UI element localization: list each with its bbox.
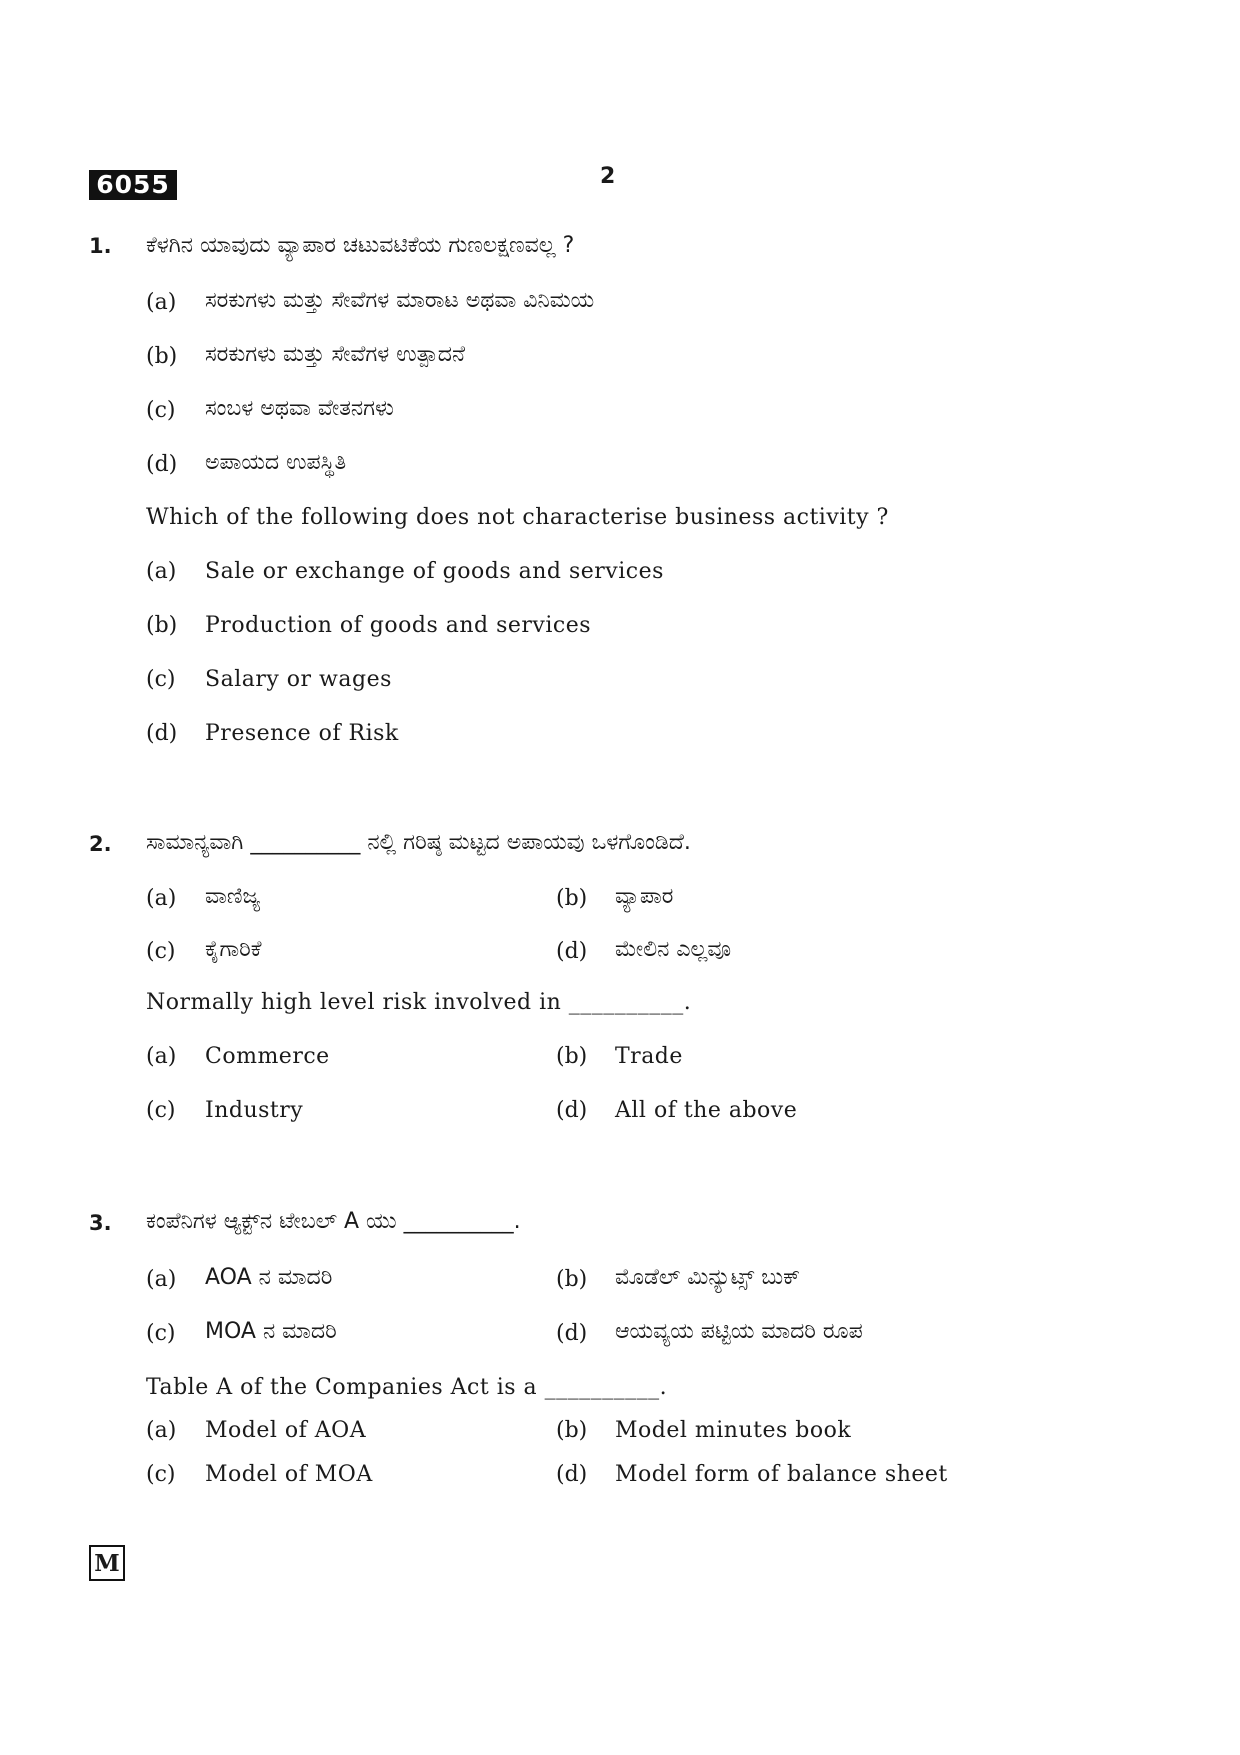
- q1-kn-option-b: ಸರಕುಗಳು ಮತ್ತು ಸೇವೆಗಳ ಉತ್ಪಾದನೆ: [205, 342, 466, 367]
- q2-kn-option-a-label: (a): [146, 886, 177, 911]
- question-1-number: 1.: [89, 234, 112, 258]
- q1-en-option-d-label: (d): [146, 721, 178, 746]
- q1-kn-option-a: ಸರಕುಗಳು ಮತ್ತು ಸೇವೆಗಳ ಮಾರಾಟ ಅಥವಾ ವಿನಿಮಯ: [205, 288, 595, 313]
- q3-kn-option-d: ಆಯವ್ಯಯ ಪಟ್ಟಿಯ ಮಾದರಿ ರೂಪ: [615, 1319, 863, 1344]
- q3-kn-option-b-label: (b): [556, 1267, 588, 1292]
- q2-en-option-a-label: (a): [146, 1044, 177, 1069]
- q3-en-option-c-label: (c): [146, 1462, 176, 1487]
- q2-en-option-b-label: (b): [556, 1044, 588, 1069]
- q2-kn-option-a: ವಾಣಿಜ್ಯ: [205, 884, 261, 909]
- q3-en-option-a-label: (a): [146, 1418, 177, 1443]
- q2-kn-option-c: ಕೈಗಾರಿಕೆ: [205, 937, 262, 962]
- q1-kn-option-c-label: (c): [146, 398, 176, 423]
- q1-en-option-b: Production of goods and services: [205, 613, 592, 638]
- q2-kn-option-d-label: (d): [556, 939, 588, 964]
- q1-kn-option-d-label: (d): [146, 452, 178, 477]
- q1-en-option-a: Sale or exchange of goods and services: [205, 559, 664, 584]
- q1-en-option-b-label: (b): [146, 613, 178, 638]
- question-2-kannada: ಸಾಮಾನ್ಯವಾಗಿ __________ ನಲ್ಲಿ ಗರಿಷ್ಠ ಮಟ್ಟದ ಅಪಾಯವು ಒಳಗೊಂಡಿದೆ.: [146, 830, 691, 855]
- q3-en-option-b-label: (b): [556, 1418, 588, 1443]
- q3-en-option-a: Model of AOA: [205, 1418, 367, 1443]
- q2-en-option-b: Trade: [615, 1044, 683, 1069]
- q1-en-option-a-label: (a): [146, 559, 177, 584]
- page-mark: M: [89, 1545, 125, 1581]
- q3-kn-option-d-label: (d): [556, 1321, 588, 1346]
- q3-en-option-d: Model form of balance sheet: [615, 1462, 948, 1487]
- q3-en-option-b: Model minutes book: [615, 1418, 852, 1443]
- question-1-english: Which of the following does not characterise business activity ?: [146, 505, 889, 530]
- q1-kn-option-c: ಸಂಬಳ ಅಥವಾ ವೇತನಗಳು: [205, 396, 394, 421]
- q2-en-option-d: All of the above: [615, 1098, 798, 1123]
- q1-kn-option-b-label: (b): [146, 344, 178, 369]
- q3-kn-option-a: AOA ನ ಮಾದರಿ: [205, 1265, 333, 1290]
- q3-en-option-c: Model of MOA: [205, 1462, 373, 1487]
- question-1-kannada: ಕೆಳಗಿನ ಯಾವುದು ವ್ಯಾಪಾರ ಚಟುವಟಿಕೆಯ ಗುಣಲಕ್ಷಣವಲ್ಲ ?: [146, 233, 575, 258]
- q1-en-option-d: Presence of Risk: [205, 721, 399, 746]
- q2-kn-option-d: ಮೇಲಿನ ಎಲ್ಲವೂ: [615, 937, 732, 962]
- q1-kn-option-a-label: (a): [146, 290, 177, 315]
- q2-en-option-c-label: (c): [146, 1098, 176, 1123]
- q2-en-option-c: Industry: [205, 1098, 304, 1123]
- q1-kn-option-d: ಅಪಾಯದ ಉಪಸ್ಥಿತಿ: [205, 450, 347, 475]
- q2-en-option-a: Commerce: [205, 1044, 330, 1069]
- q1-en-option-c: Salary or wages: [205, 667, 392, 692]
- q3-kn-option-a-label: (a): [146, 1267, 177, 1292]
- paper-code: 6055: [89, 170, 177, 200]
- q2-kn-option-b: ವ್ಯಾಪಾರ: [615, 884, 674, 909]
- q3-kn-option-c: MOA ನ ಮಾದರಿ: [205, 1319, 337, 1344]
- page-number: 2: [600, 164, 616, 189]
- question-2-english: Normally high level risk involved in __________.: [146, 990, 692, 1015]
- question-3-number: 3.: [89, 1211, 112, 1235]
- q2-kn-option-c-label: (c): [146, 939, 176, 964]
- q2-kn-option-b-label: (b): [556, 886, 588, 911]
- q3-en-option-d-label: (d): [556, 1462, 588, 1487]
- question-2-number: 2.: [89, 832, 112, 856]
- q1-en-option-c-label: (c): [146, 667, 176, 692]
- question-3-kannada: ಕಂಪೆನಿಗಳ ಆ್ಯಕ್ಟ್‌ನ ಟೇಬಲ್ A ಯು __________.: [146, 1209, 521, 1234]
- q3-kn-option-b: ಮೊಡೆಲ್ ಮಿನ್ಯುಟ್ಸ್ ಬುಕ್: [615, 1265, 801, 1290]
- q3-kn-option-c-label: (c): [146, 1321, 176, 1346]
- question-3-english: Table A of the Companies Act is a __________.: [146, 1375, 668, 1400]
- q2-en-option-d-label: (d): [556, 1098, 588, 1123]
